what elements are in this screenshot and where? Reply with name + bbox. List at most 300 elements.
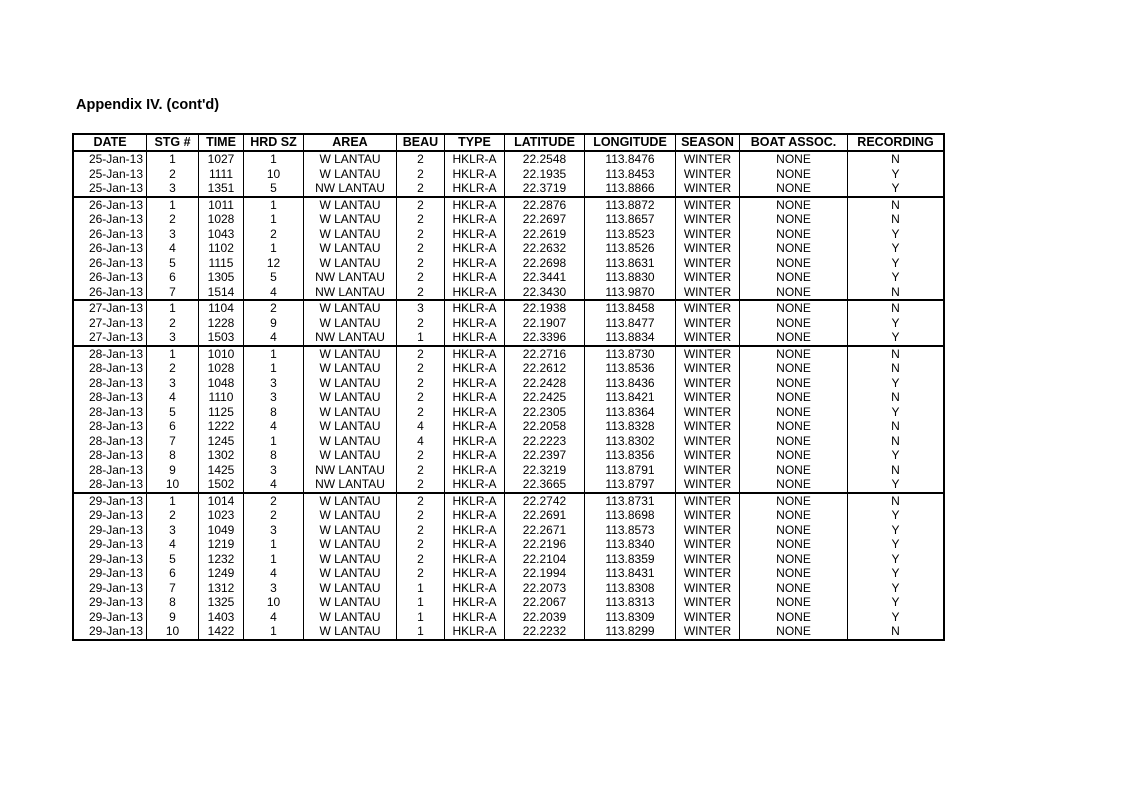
cell-recording: N [848, 285, 945, 301]
cell-herd-size: 3 [244, 463, 304, 478]
cell-date: 26-Jan-13 [73, 227, 147, 242]
cell-time: 1325 [199, 595, 244, 610]
cell-recording: Y [848, 227, 945, 242]
cell-latitude: 22.2196 [505, 537, 585, 552]
cell-herd-size: 1 [244, 537, 304, 552]
cell-latitude: 22.2425 [505, 390, 585, 405]
header-row [73, 134, 944, 151]
cell-date: 29-Jan-13 [73, 493, 147, 509]
cell-season: WINTER [676, 300, 740, 316]
cell-stg: 6 [147, 419, 199, 434]
cell-season: WINTER [676, 537, 740, 552]
cell-latitude: 22.3719 [505, 181, 585, 197]
cell-date: 25-Jan-13 [73, 167, 147, 182]
cell-herd-size: 1 [244, 241, 304, 256]
table-row [73, 405, 944, 420]
col-header-recording: RECORDING [848, 134, 945, 151]
cell-boat-assoc: NONE [740, 197, 848, 213]
cell-longitude: 113.8309 [585, 610, 676, 625]
cell-herd-size: 4 [244, 477, 304, 493]
cell-beaufort: 1 [397, 610, 445, 625]
table-row [73, 241, 944, 256]
cell-season: WINTER [676, 346, 740, 362]
cell-latitude: 22.2671 [505, 523, 585, 538]
cell-stg: 5 [147, 552, 199, 567]
cell-beaufort: 1 [397, 330, 445, 346]
cell-date: 29-Jan-13 [73, 508, 147, 523]
cell-beaufort: 2 [397, 270, 445, 285]
table-row [73, 300, 944, 316]
cell-date: 26-Jan-13 [73, 285, 147, 301]
cell-latitude: 22.2691 [505, 508, 585, 523]
cell-type: HKLR-A [445, 581, 505, 596]
cell-boat-assoc: NONE [740, 624, 848, 640]
cell-type: HKLR-A [445, 270, 505, 285]
cell-boat-assoc: NONE [740, 212, 848, 227]
cell-boat-assoc: NONE [740, 300, 848, 316]
table-row [73, 270, 944, 285]
cell-type: HKLR-A [445, 390, 505, 405]
cell-recording: Y [848, 581, 945, 596]
cell-date: 28-Jan-13 [73, 405, 147, 420]
cell-beaufort: 2 [397, 463, 445, 478]
cell-herd-size: 1 [244, 434, 304, 449]
cell-season: WINTER [676, 270, 740, 285]
cell-latitude: 22.2067 [505, 595, 585, 610]
cell-herd-size: 9 [244, 316, 304, 331]
cell-area: W LANTAU [304, 566, 397, 581]
cell-date: 29-Jan-13 [73, 552, 147, 567]
cell-time: 1232 [199, 552, 244, 567]
table-row [73, 624, 944, 640]
cell-beaufort: 1 [397, 581, 445, 596]
cell-longitude: 113.8797 [585, 477, 676, 493]
cell-beaufort: 1 [397, 595, 445, 610]
cell-latitude: 22.2039 [505, 610, 585, 625]
cell-latitude: 22.2876 [505, 197, 585, 213]
cell-type: HKLR-A [445, 241, 505, 256]
cell-longitude: 113.8359 [585, 552, 676, 567]
cell-date: 27-Jan-13 [73, 330, 147, 346]
cell-herd-size: 2 [244, 300, 304, 316]
cell-longitude: 113.8356 [585, 448, 676, 463]
table-body [73, 151, 944, 640]
cell-herd-size: 1 [244, 197, 304, 213]
sighting-table [72, 133, 945, 641]
cell-latitude: 22.2698 [505, 256, 585, 271]
cell-longitude: 113.8698 [585, 508, 676, 523]
cell-beaufort: 2 [397, 227, 445, 242]
cell-time: 1222 [199, 419, 244, 434]
cell-time: 1249 [199, 566, 244, 581]
cell-season: WINTER [676, 390, 740, 405]
cell-season: WINTER [676, 566, 740, 581]
cell-herd-size: 8 [244, 405, 304, 420]
cell-herd-size: 1 [244, 624, 304, 640]
cell-recording: Y [848, 523, 945, 538]
cell-boat-assoc: NONE [740, 508, 848, 523]
cell-area: W LANTAU [304, 434, 397, 449]
cell-stg: 10 [147, 477, 199, 493]
cell-type: HKLR-A [445, 316, 505, 331]
cell-latitude: 22.2223 [505, 434, 585, 449]
cell-longitude: 113.8830 [585, 270, 676, 285]
cell-area: W LANTAU [304, 167, 397, 182]
cell-area: W LANTAU [304, 212, 397, 227]
cell-time: 1302 [199, 448, 244, 463]
cell-stg: 3 [147, 330, 199, 346]
cell-date: 28-Jan-13 [73, 390, 147, 405]
cell-type: HKLR-A [445, 477, 505, 493]
cell-time: 1503 [199, 330, 244, 346]
cell-time: 1111 [199, 167, 244, 182]
cell-type: HKLR-A [445, 300, 505, 316]
cell-time: 1027 [199, 151, 244, 167]
cell-boat-assoc: NONE [740, 419, 848, 434]
cell-area: W LANTAU [304, 595, 397, 610]
cell-boat-assoc: NONE [740, 390, 848, 405]
table-row [73, 523, 944, 538]
cell-herd-size: 12 [244, 256, 304, 271]
cell-beaufort: 2 [397, 566, 445, 581]
cell-area: W LANTAU [304, 537, 397, 552]
cell-time: 1028 [199, 361, 244, 376]
cell-longitude: 113.9870 [585, 285, 676, 301]
cell-date: 28-Jan-13 [73, 463, 147, 478]
cell-type: HKLR-A [445, 197, 505, 213]
table-row [73, 595, 944, 610]
cell-type: HKLR-A [445, 434, 505, 449]
cell-type: HKLR-A [445, 624, 505, 640]
cell-recording: N [848, 493, 945, 509]
cell-recording: Y [848, 181, 945, 197]
table-row [73, 167, 944, 182]
cell-longitude: 113.8421 [585, 390, 676, 405]
cell-date: 26-Jan-13 [73, 212, 147, 227]
cell-area: NW LANTAU [304, 463, 397, 478]
cell-recording: Y [848, 552, 945, 567]
cell-date: 26-Jan-13 [73, 270, 147, 285]
cell-time: 1104 [199, 300, 244, 316]
cell-time: 1425 [199, 463, 244, 478]
cell-season: WINTER [676, 361, 740, 376]
col-header-herd-size: HRD SZ [244, 134, 304, 151]
cell-longitude: 113.8364 [585, 405, 676, 420]
cell-time: 1422 [199, 624, 244, 640]
cell-area: NW LANTAU [304, 477, 397, 493]
cell-stg: 1 [147, 346, 199, 362]
cell-type: HKLR-A [445, 493, 505, 509]
cell-time: 1011 [199, 197, 244, 213]
cell-type: HKLR-A [445, 167, 505, 182]
cell-stg: 2 [147, 508, 199, 523]
cell-longitude: 113.8731 [585, 493, 676, 509]
cell-stg: 2 [147, 361, 199, 376]
cell-area: W LANTAU [304, 361, 397, 376]
cell-type: HKLR-A [445, 552, 505, 567]
cell-latitude: 22.3430 [505, 285, 585, 301]
cell-boat-assoc: NONE [740, 227, 848, 242]
cell-longitude: 113.8340 [585, 537, 676, 552]
cell-latitude: 22.2305 [505, 405, 585, 420]
cell-latitude: 22.1994 [505, 566, 585, 581]
cell-stg: 4 [147, 241, 199, 256]
cell-boat-assoc: NONE [740, 595, 848, 610]
cell-type: HKLR-A [445, 285, 505, 301]
cell-recording: Y [848, 376, 945, 391]
cell-date: 27-Jan-13 [73, 300, 147, 316]
cell-latitude: 22.2548 [505, 151, 585, 167]
cell-latitude: 22.2232 [505, 624, 585, 640]
cell-date: 29-Jan-13 [73, 581, 147, 596]
cell-stg: 10 [147, 624, 199, 640]
cell-beaufort: 4 [397, 434, 445, 449]
table-row [73, 390, 944, 405]
col-header-longitude: LONGITUDE [585, 134, 676, 151]
cell-latitude: 22.1938 [505, 300, 585, 316]
table-row [73, 477, 944, 493]
cell-date: 28-Jan-13 [73, 346, 147, 362]
cell-area: W LANTAU [304, 523, 397, 538]
cell-herd-size: 4 [244, 330, 304, 346]
cell-season: WINTER [676, 197, 740, 213]
cell-season: WINTER [676, 151, 740, 167]
cell-date: 28-Jan-13 [73, 361, 147, 376]
cell-recording: N [848, 624, 945, 640]
cell-recording: Y [848, 595, 945, 610]
cell-longitude: 113.8872 [585, 197, 676, 213]
cell-stg: 4 [147, 390, 199, 405]
cell-area: W LANTAU [304, 405, 397, 420]
table-row [73, 151, 944, 167]
cell-time: 1305 [199, 270, 244, 285]
cell-date: 29-Jan-13 [73, 537, 147, 552]
cell-longitude: 113.8458 [585, 300, 676, 316]
cell-season: WINTER [676, 434, 740, 449]
cell-season: WINTER [676, 610, 740, 625]
cell-season: WINTER [676, 227, 740, 242]
cell-type: HKLR-A [445, 419, 505, 434]
col-header-beaufort: BEAU [397, 134, 445, 151]
cell-herd-size: 4 [244, 566, 304, 581]
cell-area: W LANTAU [304, 300, 397, 316]
cell-recording: Y [848, 256, 945, 271]
cell-type: HKLR-A [445, 346, 505, 362]
cell-boat-assoc: NONE [740, 241, 848, 256]
cell-longitude: 113.8436 [585, 376, 676, 391]
cell-recording: N [848, 463, 945, 478]
cell-recording: N [848, 390, 945, 405]
cell-beaufort: 2 [397, 181, 445, 197]
cell-date: 27-Jan-13 [73, 316, 147, 331]
cell-type: HKLR-A [445, 508, 505, 523]
table-row [73, 316, 944, 331]
cell-herd-size: 1 [244, 361, 304, 376]
cell-beaufort: 2 [397, 151, 445, 167]
cell-herd-size: 1 [244, 552, 304, 567]
cell-beaufort: 2 [397, 241, 445, 256]
cell-time: 1049 [199, 523, 244, 538]
cell-longitude: 113.8476 [585, 151, 676, 167]
cell-herd-size: 3 [244, 376, 304, 391]
cell-boat-assoc: NONE [740, 493, 848, 509]
cell-recording: Y [848, 566, 945, 581]
cell-date: 26-Jan-13 [73, 241, 147, 256]
cell-longitude: 113.8526 [585, 241, 676, 256]
cell-longitude: 113.8866 [585, 181, 676, 197]
cell-time: 1014 [199, 493, 244, 509]
cell-beaufort: 2 [397, 167, 445, 182]
cell-beaufort: 2 [397, 448, 445, 463]
cell-boat-assoc: NONE [740, 346, 848, 362]
cell-stg: 2 [147, 316, 199, 331]
cell-herd-size: 2 [244, 493, 304, 509]
cell-time: 1245 [199, 434, 244, 449]
cell-date: 29-Jan-13 [73, 595, 147, 610]
cell-boat-assoc: NONE [740, 448, 848, 463]
table-header [73, 134, 944, 151]
table-row [73, 493, 944, 509]
cell-time: 1514 [199, 285, 244, 301]
cell-latitude: 22.2619 [505, 227, 585, 242]
cell-recording: N [848, 346, 945, 362]
cell-stg: 2 [147, 212, 199, 227]
cell-type: HKLR-A [445, 227, 505, 242]
cell-area: NW LANTAU [304, 181, 397, 197]
cell-boat-assoc: NONE [740, 316, 848, 331]
cell-area: W LANTAU [304, 448, 397, 463]
cell-herd-size: 10 [244, 595, 304, 610]
cell-season: WINTER [676, 316, 740, 331]
cell-latitude: 22.3665 [505, 477, 585, 493]
cell-date: 29-Jan-13 [73, 523, 147, 538]
cell-recording: Y [848, 316, 945, 331]
cell-time: 1102 [199, 241, 244, 256]
cell-herd-size: 3 [244, 390, 304, 405]
cell-date: 28-Jan-13 [73, 434, 147, 449]
cell-latitude: 22.2612 [505, 361, 585, 376]
cell-season: WINTER [676, 552, 740, 567]
page-title: Appendix IV. (cont'd) [76, 97, 220, 113]
cell-longitude: 113.8299 [585, 624, 676, 640]
cell-stg: 4 [147, 537, 199, 552]
col-header-latitude: LATITUDE [505, 134, 585, 151]
table-row [73, 537, 944, 552]
col-header-season: SEASON [676, 134, 740, 151]
cell-season: WINTER [676, 477, 740, 493]
cell-boat-assoc: NONE [740, 167, 848, 182]
cell-area: W LANTAU [304, 316, 397, 331]
col-header-time: TIME [199, 134, 244, 151]
table-row [73, 212, 944, 227]
cell-area: W LANTAU [304, 346, 397, 362]
cell-season: WINTER [676, 508, 740, 523]
cell-area: W LANTAU [304, 241, 397, 256]
cell-herd-size: 2 [244, 508, 304, 523]
cell-stg: 8 [147, 448, 199, 463]
cell-type: HKLR-A [445, 212, 505, 227]
cell-area: W LANTAU [304, 610, 397, 625]
cell-herd-size: 3 [244, 523, 304, 538]
cell-stg: 9 [147, 463, 199, 478]
cell-longitude: 113.8834 [585, 330, 676, 346]
cell-area: W LANTAU [304, 552, 397, 567]
cell-time: 1228 [199, 316, 244, 331]
table-row [73, 197, 944, 213]
cell-longitude: 113.8328 [585, 419, 676, 434]
cell-season: WINTER [676, 285, 740, 301]
cell-stg: 7 [147, 285, 199, 301]
cell-season: WINTER [676, 405, 740, 420]
cell-date: 26-Jan-13 [73, 256, 147, 271]
cell-beaufort: 2 [397, 361, 445, 376]
cell-recording: Y [848, 508, 945, 523]
table-row [73, 181, 944, 197]
cell-time: 1125 [199, 405, 244, 420]
cell-herd-size: 4 [244, 419, 304, 434]
table-row [73, 448, 944, 463]
cell-beaufort: 2 [397, 523, 445, 538]
table-row [73, 227, 944, 242]
cell-type: HKLR-A [445, 610, 505, 625]
cell-longitude: 113.8477 [585, 316, 676, 331]
cell-herd-size: 8 [244, 448, 304, 463]
cell-boat-assoc: NONE [740, 610, 848, 625]
cell-season: WINTER [676, 493, 740, 509]
cell-date: 28-Jan-13 [73, 448, 147, 463]
cell-type: HKLR-A [445, 463, 505, 478]
table-row [73, 508, 944, 523]
cell-time: 1219 [199, 537, 244, 552]
cell-area: W LANTAU [304, 419, 397, 434]
cell-season: WINTER [676, 595, 740, 610]
cell-herd-size: 5 [244, 270, 304, 285]
table-row [73, 346, 944, 362]
cell-beaufort: 2 [397, 493, 445, 509]
cell-time: 1043 [199, 227, 244, 242]
cell-beaufort: 2 [397, 537, 445, 552]
cell-time: 1010 [199, 346, 244, 362]
cell-boat-assoc: NONE [740, 270, 848, 285]
cell-beaufort: 2 [397, 212, 445, 227]
cell-herd-size: 1 [244, 212, 304, 227]
cell-herd-size: 4 [244, 610, 304, 625]
cell-date: 26-Jan-13 [73, 197, 147, 213]
cell-type: HKLR-A [445, 523, 505, 538]
cell-type: HKLR-A [445, 376, 505, 391]
cell-longitude: 113.8657 [585, 212, 676, 227]
cell-beaufort: 2 [397, 390, 445, 405]
cell-date: 25-Jan-13 [73, 181, 147, 197]
cell-beaufort: 2 [397, 552, 445, 567]
cell-recording: Y [848, 477, 945, 493]
cell-beaufort: 2 [397, 316, 445, 331]
cell-boat-assoc: NONE [740, 463, 848, 478]
cell-season: WINTER [676, 256, 740, 271]
cell-recording: N [848, 197, 945, 213]
cell-recording: N [848, 151, 945, 167]
cell-area: W LANTAU [304, 493, 397, 509]
cell-recording: N [848, 434, 945, 449]
cell-time: 1351 [199, 181, 244, 197]
cell-area: W LANTAU [304, 624, 397, 640]
cell-type: HKLR-A [445, 181, 505, 197]
cell-area: NW LANTAU [304, 330, 397, 346]
cell-stg: 1 [147, 300, 199, 316]
cell-boat-assoc: NONE [740, 581, 848, 596]
cell-recording: N [848, 212, 945, 227]
cell-recording: Y [848, 270, 945, 285]
